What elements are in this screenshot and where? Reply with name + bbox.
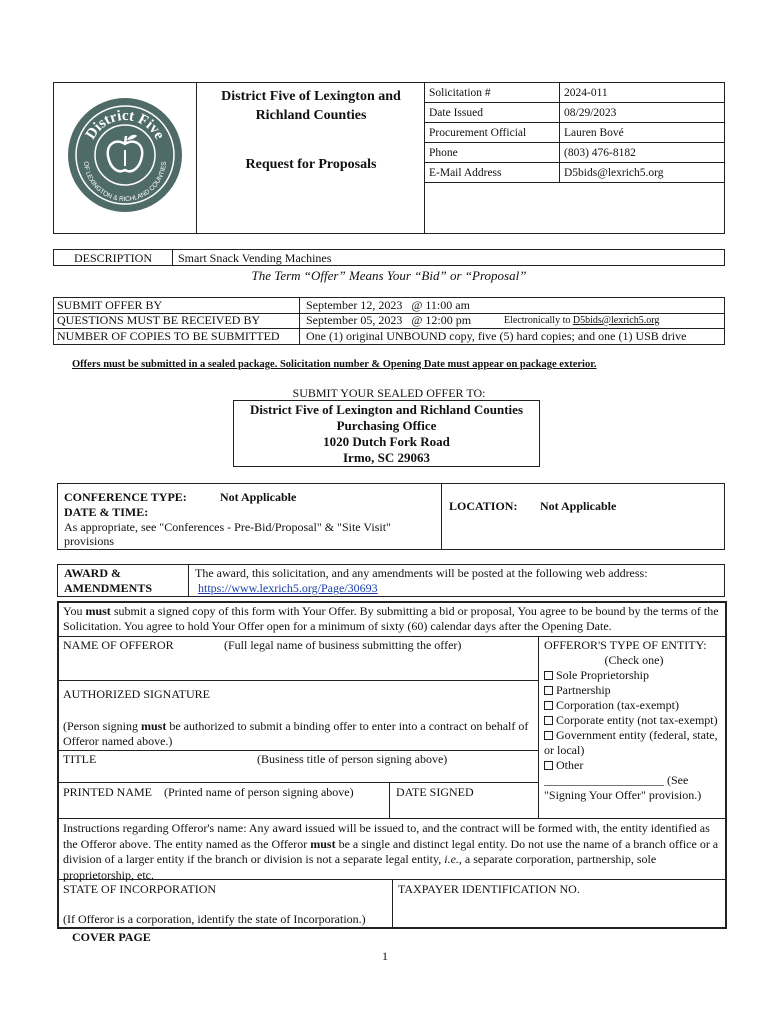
- date-signed-field[interactable]: [392, 800, 534, 816]
- title-printed-divider: [57, 782, 538, 783]
- seal-icon: [66, 96, 184, 214]
- description-value: Smart Snack Vending Machines: [178, 251, 332, 265]
- award-label: [64, 566, 152, 596]
- taxpayer-id-label: TAXPAYER IDENTIFICATION NO.: [398, 882, 580, 896]
- address-box: [233, 400, 540, 467]
- intro-bold: must: [85, 604, 111, 618]
- instructions-mid: be a single and distinct legal entity. Do not use the name of a branch office or a division of a larger entity if the branch or division is not a separate legal entity,: [63, 836, 719, 866]
- conference-type-label: CONFERENCE TYPE:: [64, 490, 187, 504]
- printed-name-hint: (Printed name of person signing above): [164, 785, 354, 799]
- entity-check-one: (Check one): [604, 653, 664, 667]
- district-seal-logo: [66, 96, 184, 214]
- org-title-line2: Richland Counties: [255, 108, 367, 123]
- sig-hint-pre: (Person signing: [63, 719, 141, 733]
- field-value: 08/29/2023: [560, 103, 725, 123]
- printed-date-divider: [389, 782, 390, 818]
- org-title-line1: District Five of Lexington and: [221, 89, 401, 104]
- entity-option-label: Government entity (federal, state, or local): [544, 728, 718, 757]
- field-label: Solicitation #: [425, 83, 560, 103]
- entity-option-partnership[interactable]: [544, 683, 724, 698]
- entity-heading: OFFEROR'S TYPE OF ENTITY:: [544, 638, 707, 652]
- location-value: Not Applicable: [540, 499, 617, 513]
- award-url-link[interactable]: https://www.lexrich5.org/Page/30693: [198, 581, 378, 595]
- submission-table: [53, 297, 725, 345]
- description-label: DESCRIPTION: [73, 251, 152, 265]
- date-signed-label: DATE SIGNED: [396, 785, 474, 799]
- submit-offer-value: September 12, 2023 @ 11:00 am: [306, 298, 470, 312]
- entity-other-line[interactable]: ____________________ (See: [544, 773, 689, 787]
- authorized-signature-hint: [63, 719, 533, 749]
- award-block: [57, 564, 725, 597]
- questions-email-note: [504, 315, 659, 326]
- entity-option-label: Other: [556, 758, 584, 772]
- entity-option-corp-exempt[interactable]: [544, 698, 724, 713]
- instructions-pre: Instructions regarding Offeror's name: Any award issued will be issued to, and the contract will be formed with, the entity identified as the Offeror above. The entity named as the Offeror: [63, 821, 710, 851]
- entity-option-corp-entity[interactable]: [544, 713, 724, 728]
- instructions-text: [63, 821, 723, 883]
- copies-value: One (1) original UNBOUND copy, five (5) hard copies; and one (1) USB drive: [306, 329, 687, 343]
- entity-option-other[interactable]: [544, 758, 724, 773]
- checkbox-icon[interactable]: [544, 716, 553, 725]
- address-line-1: District Five of Lexington and Richland Counties: [249, 402, 523, 417]
- questions-value: September 05, 2023 @ 12:00 pm: [306, 313, 472, 327]
- entity-option-label: Corporation (tax-exempt): [556, 698, 679, 712]
- state-of-incorporation-label: STATE OF INCORPORATION: [63, 882, 217, 896]
- field-value: D5bids@lexrich5.org: [560, 163, 725, 183]
- conference-date-label: DATE & TIME:: [64, 505, 149, 519]
- seal-top-text: District Five: [82, 107, 168, 143]
- entity-option-label: Corporate entity (not tax-exempt): [556, 713, 718, 727]
- award-divider: [188, 564, 189, 597]
- address-line-2: Purchasing Office: [336, 418, 437, 433]
- conference-block: [57, 483, 725, 550]
- header-divider-left: [196, 82, 197, 234]
- description-divider: [172, 249, 173, 266]
- conference-note: As appropriate, see "Conferences - Pre-Bid/Proposal" & "Site Visit" provisions: [64, 520, 391, 548]
- instructions-top-line: [57, 818, 727, 819]
- state-tax-divider: [392, 879, 393, 929]
- sig-title-divider: [57, 750, 538, 751]
- name-sig-divider: [57, 680, 538, 681]
- name-of-offeror-field[interactable]: [60, 653, 534, 678]
- address-heading: SUBMIT YOUR SEALED OFFER TO:: [292, 386, 486, 400]
- instructions-ital: i.e.: [444, 852, 459, 866]
- solicitation-field-row: [425, 123, 725, 143]
- name-of-offeror-label: NAME OF OFFEROR: [63, 638, 174, 652]
- questions-email-link[interactable]: D5bids@lexrich5.org: [572, 315, 660, 326]
- questions-email-prefix: Electronically to: [504, 315, 573, 326]
- intro-pre: You: [63, 604, 86, 618]
- printed-name-label: [63, 785, 354, 800]
- document-type: Request for Proposals: [245, 157, 377, 172]
- address-line-3: 1020 Dutch Fork Road: [323, 434, 450, 449]
- printed-name-field[interactable]: [60, 800, 386, 816]
- entity-option-label: Sole Proprietorship: [556, 668, 649, 682]
- title-label: TITLE: [63, 752, 97, 766]
- field-value: 2024-011: [560, 83, 725, 103]
- checkbox-icon[interactable]: [544, 701, 553, 710]
- checkbox-icon[interactable]: [544, 686, 553, 695]
- title-hint: (Business title of person signing above): [257, 752, 448, 766]
- submit-offer-label: SUBMIT OFFER BY: [57, 298, 163, 312]
- entity-option-government[interactable]: [544, 728, 724, 758]
- authorized-signature-label: AUTHORIZED SIGNATURE: [63, 687, 210, 701]
- checkbox-icon[interactable]: [544, 731, 553, 740]
- instructions-bold: must: [310, 836, 336, 851]
- solicitation-fields: [424, 82, 725, 183]
- cover-page-label: COVER PAGE: [72, 930, 151, 944]
- award-text: The award, this solicitation, and any amendments will be posted at the following web address:: [195, 566, 648, 580]
- field-label: Procurement Official: [425, 123, 560, 143]
- field-label: Date Issued: [425, 103, 560, 123]
- entity-option-label: Partnership: [556, 683, 611, 697]
- solicitation-field-row: [425, 163, 725, 183]
- solicitation-field-row: [425, 103, 725, 123]
- org-title: [200, 87, 422, 125]
- offeror-line-top: [57, 636, 727, 637]
- conference-divider: [441, 483, 442, 550]
- taxpayer-id-field[interactable]: [396, 896, 722, 926]
- award-label-line2: AMENDMENTS: [64, 581, 153, 595]
- offeror-intro: [63, 604, 723, 634]
- copies-label: NUMBER OF COPIES TO BE SUBMITTED: [57, 329, 280, 343]
- entity-divider: [538, 636, 539, 818]
- location-label: LOCATION:: [449, 499, 518, 513]
- solicitation-field-row: [425, 143, 725, 163]
- checkbox-icon[interactable]: [544, 671, 553, 680]
- sealed-notice: Offers must be submitted in a sealed package. Solicitation number & Opening Date must appear on package exterior.: [72, 359, 597, 370]
- award-label-line1: AWARD &: [64, 566, 121, 580]
- entity-option-sole[interactable]: [544, 668, 724, 683]
- entity-other-note: "Signing Your Offer" provision.): [544, 788, 702, 802]
- submission-col-divider: [299, 297, 300, 345]
- conference-type-value: Not Applicable: [220, 490, 297, 504]
- address-line-4: Irmo, SC 29063: [342, 450, 431, 465]
- state-of-incorporation-field[interactable]: [60, 896, 388, 910]
- intro-post: submit a signed copy of this form with Your Offer. By submitting a bid or proposal, You agree to be bound by the terms of the Solicitation. You agree to hold Your Offer open for a minimum of sixty (60) calendar days after the Opening Date.: [63, 604, 719, 633]
- solicitation-field-row: [425, 83, 725, 103]
- state-of-incorporation-hint: (If Offeror is a corporation, identify the state of Incorporation.): [63, 912, 366, 926]
- term-note: The Term “Offer” Means Your “Bid” or “Proposal”: [251, 268, 527, 283]
- entity-column: [544, 638, 724, 803]
- instructions-post: , a separate corporation, partnership, sole proprietorship, etc.: [63, 852, 657, 882]
- field-value: (803) 476-8182: [560, 143, 725, 163]
- title-field[interactable]: [60, 766, 534, 780]
- field-value: Lauren Bové: [560, 123, 725, 143]
- sig-hint-post: be authorized to submit a binding offer to enter into a contract on behalf of Offeror named above.): [63, 719, 529, 748]
- description-row: [53, 249, 725, 266]
- questions-label: QUESTIONS MUST BE RECEIVED BY: [57, 313, 261, 327]
- field-label: Phone: [425, 143, 560, 163]
- sig-hint-bold: must: [141, 719, 167, 733]
- authorized-signature-field[interactable]: [60, 701, 534, 717]
- checkbox-icon[interactable]: [544, 761, 553, 770]
- field-label: E-Mail Address: [425, 163, 560, 183]
- seal-bottom-text: OF LEXINGTON & RICHLAND COUNTIES: [81, 161, 169, 204]
- name-of-offeror-hint: (Full legal name of business submitting the offer): [224, 638, 462, 652]
- printed-name-label-text: PRINTED NAME: [63, 785, 152, 799]
- page-number: 1: [382, 949, 388, 963]
